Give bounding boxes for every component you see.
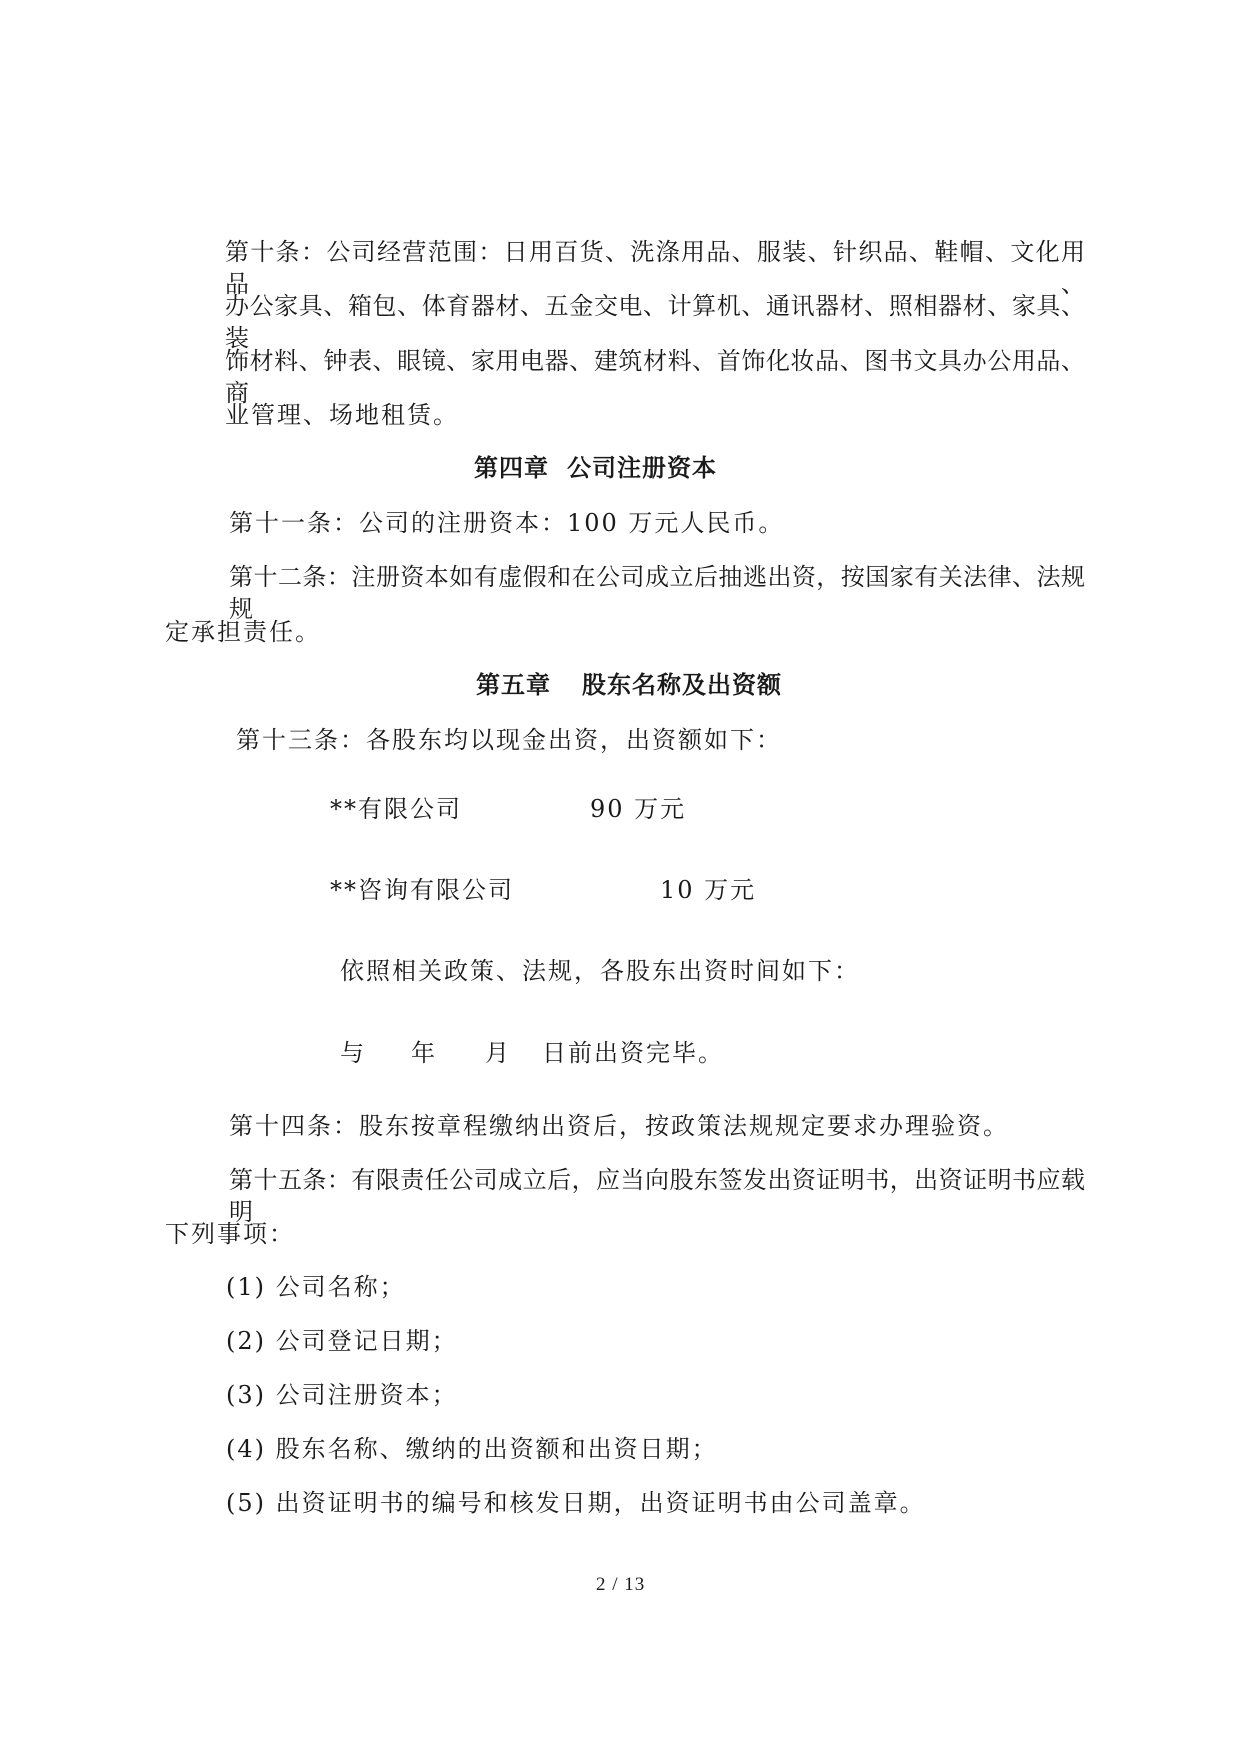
certificate-item: (2) 公司登记日期； [226,1327,458,1355]
certificate-item: (4) 股东名称、缴纳的出资额和出资日期； [226,1435,718,1463]
article-13-intro: 第十三条：各股东均以现金出资，出资额如下： [236,726,782,754]
page-number: 2 / 13 [596,1574,646,1595]
deadline-word-yu: 与 [340,1039,366,1067]
article-10-line-1: 第十条：公司经营范围：日用百货、洗涤用品、服装、针织品、鞋帽、文化用品、 [225,238,1085,298]
deadline-word-rest: 日前出资完毕。 [542,1039,724,1067]
shareholder-amount: 90 万元 [590,795,687,823]
chapter-5-number: 第五章 [476,670,551,699]
article-14: 第十四条：股东按章程缴纳出资后，按政策法规规定要求办理验资。 [229,1112,1009,1140]
certificate-item: (3) 公司注册资本； [226,1381,458,1409]
article-11: 第十一条：公司的注册资本：100 万元人民币。 [229,509,785,537]
deadline-word-month: 月 [485,1039,511,1067]
contribution-time-intro: 依照相关政策、法规，各股东出资时间如下： [340,957,860,985]
chapter-4-title: 公司注册资本 [567,453,717,482]
shareholder-amount: 10 万元 [660,876,757,904]
certificate-item: (1) 公司名称； [226,1273,406,1301]
article-10-line-3: 饰材料、钟表、眼镜、家用电器、建筑材料、首饰化妆品、图书文具办公用品、商 [225,347,1085,407]
article-15-line-2: 下列事项： [165,1220,295,1248]
article-15-line-1: 第十五条：有限责任公司成立后，应当向股东签发出资证明书，出资证明书应载明 [229,1166,1085,1226]
article-12-line-2: 定承担责任。 [165,618,321,646]
chapter-5-title: 股东名称及出资额 [582,670,782,699]
shareholder-name: **咨询有限公司 [330,876,514,904]
shareholder-name: **有限公司 [330,795,462,823]
certificate-item: (5) 出资证明书的编号和核发日期，出资证明书由公司盖章。 [226,1489,926,1517]
article-12-line-1: 第十二条：注册资本如有虚假和在公司成立后抽逃出资，按国家有关法律、法规规 [229,563,1085,623]
article-10-line-2: 办公家具、箱包、体育器材、五金交电、计算机、通讯器材、照相器材、家具、装 [225,292,1085,352]
deadline-word-year: 年 [411,1039,437,1067]
chapter-4-number: 第四章 [474,453,549,482]
article-10-line-4: 业管理、场地租赁。 [225,401,459,429]
